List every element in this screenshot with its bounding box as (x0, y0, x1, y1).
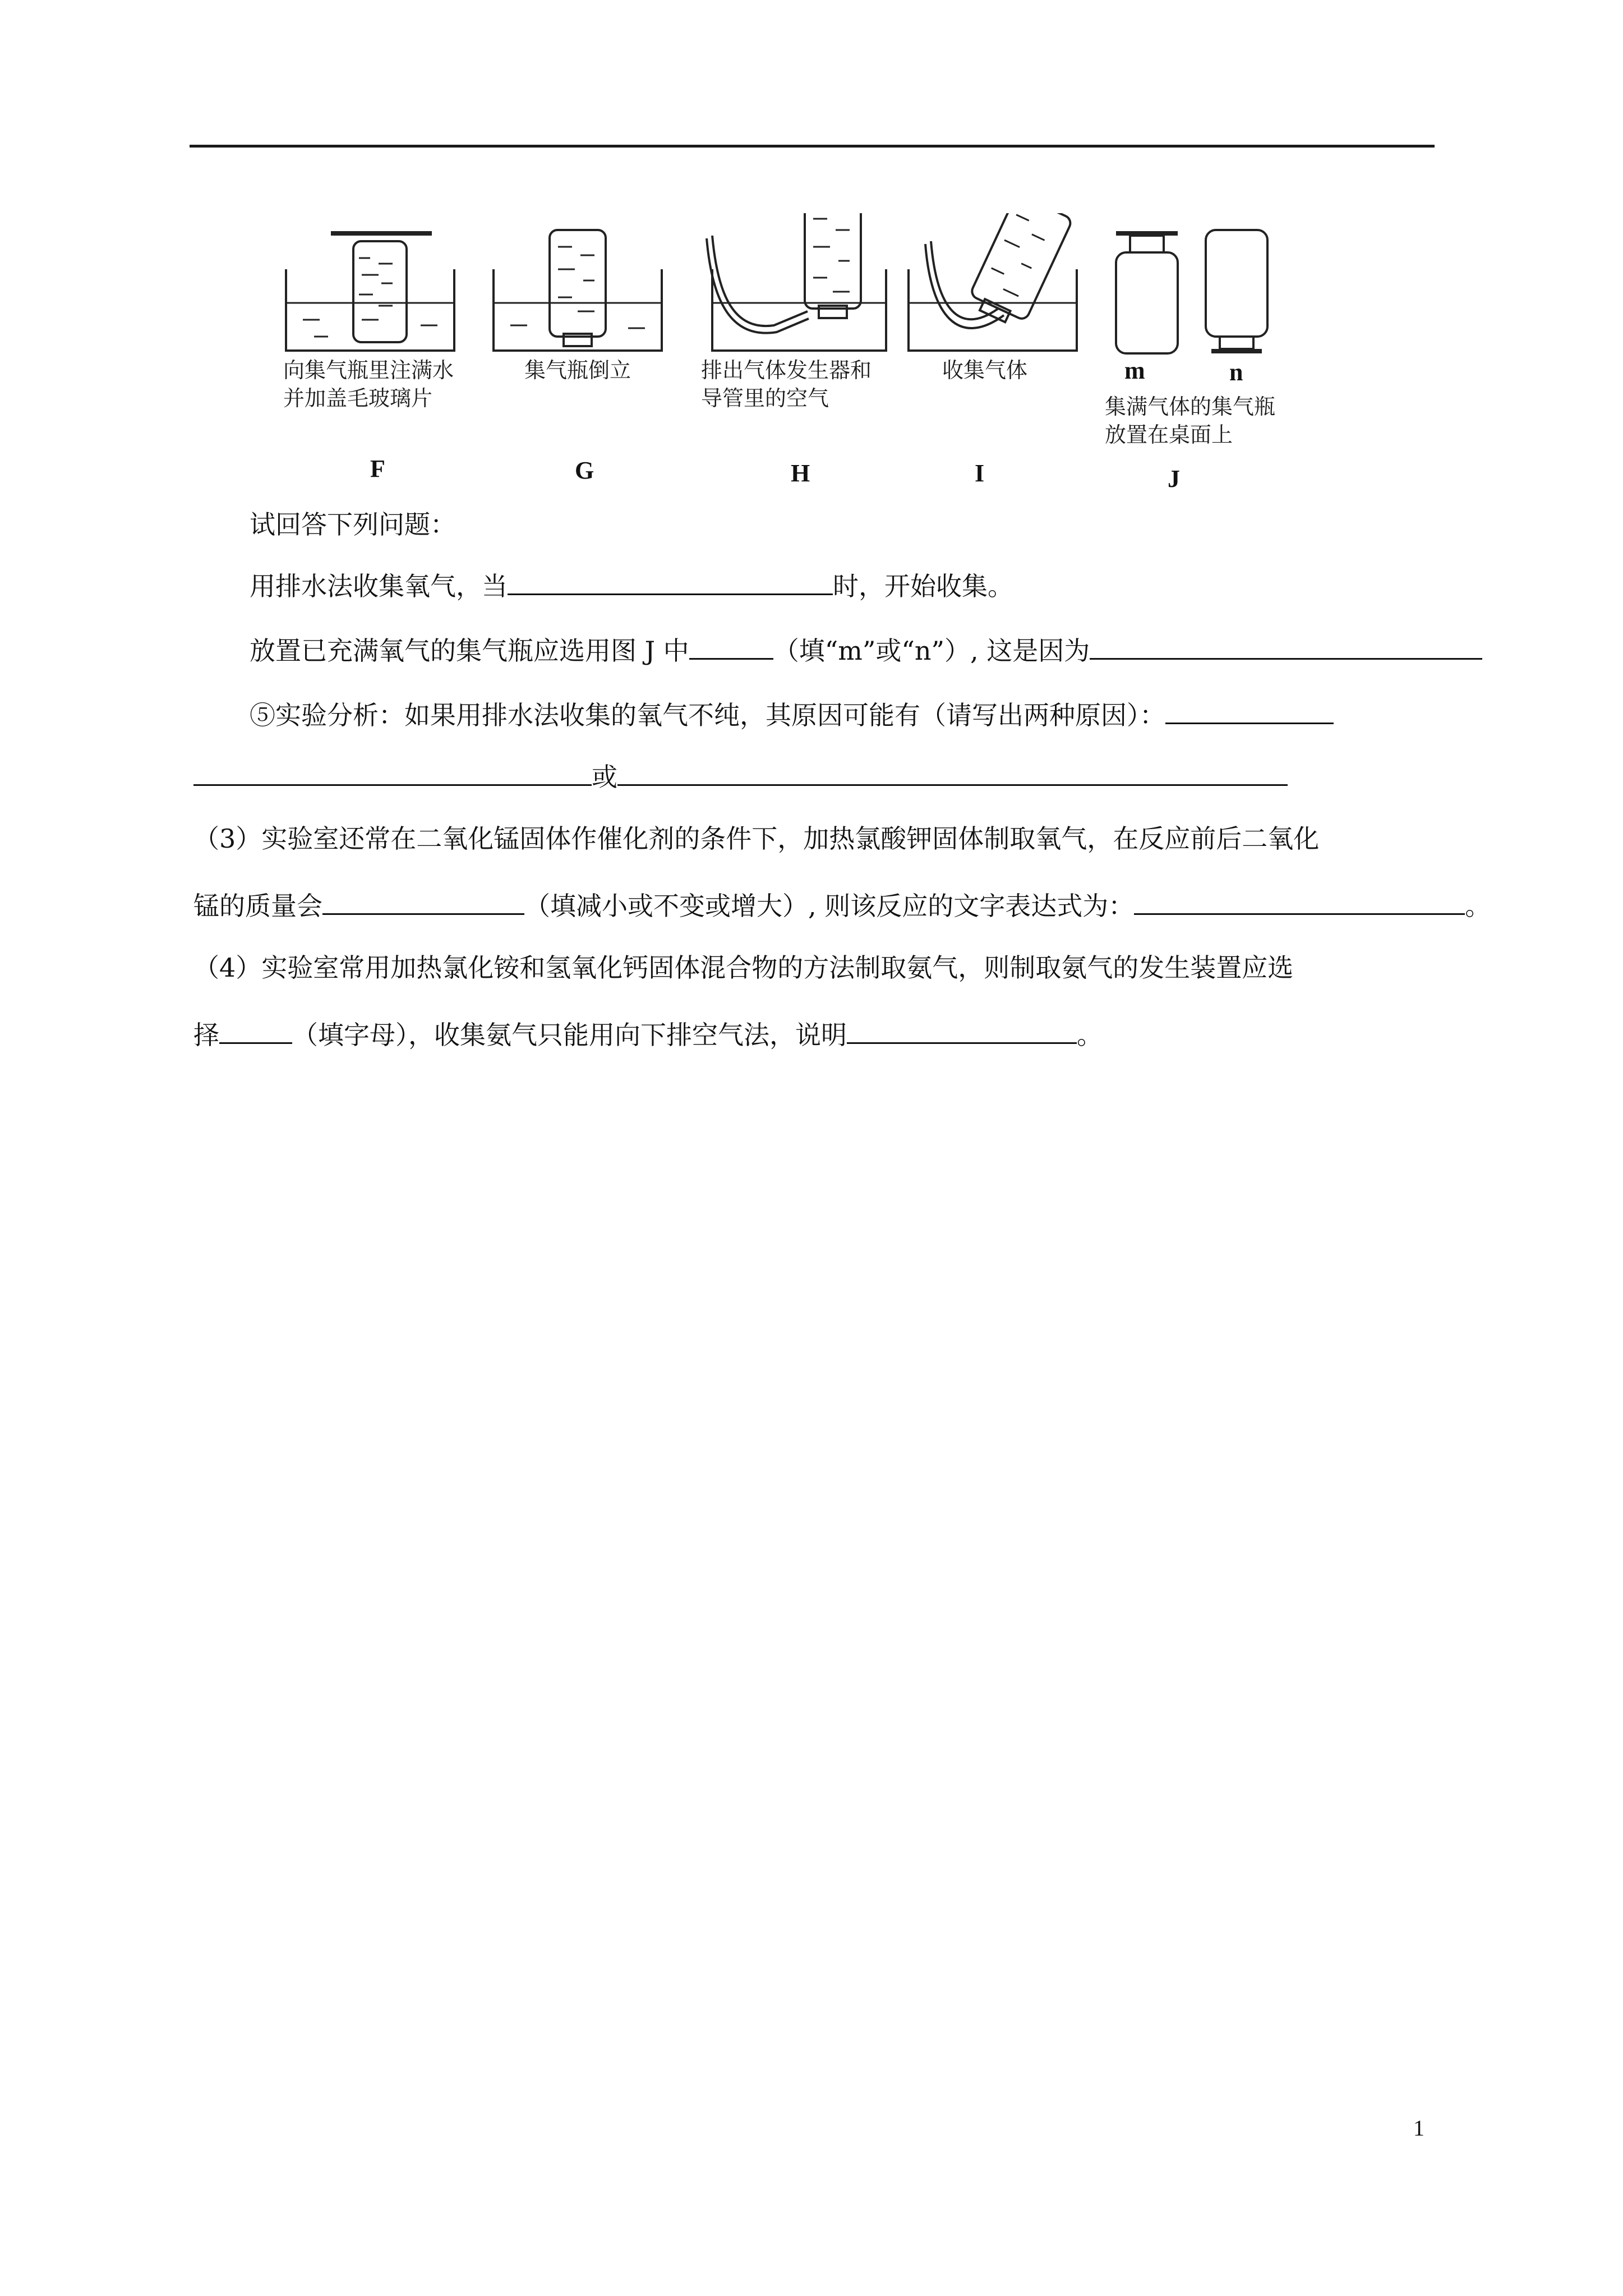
apparatus-j (1116, 230, 1267, 353)
experiment-figure (269, 213, 1380, 505)
question-4-end: 。 (1077, 1020, 1103, 1050)
question-collect (250, 567, 1013, 603)
caption-h: 排出气体发生器和 导管里的空气 (701, 358, 872, 411)
figure-letter-f: F (370, 455, 385, 482)
question-place-text-a: 放置已充满氧气的集气瓶应选用图 J 中 (250, 636, 689, 666)
question-3-end: 。 (1465, 891, 1491, 921)
answer-blank-analysis-2[interactable] (617, 757, 1288, 786)
question-4-text-a: 择 (193, 1020, 219, 1050)
question-collect-text-b: 时，开始收集。 (833, 571, 1013, 601)
answer-blank-equation[interactable] (1134, 886, 1465, 915)
figure-letter-g: G (575, 457, 594, 484)
or-text: 或 (592, 762, 617, 792)
caption-g: 集气瓶倒立 (524, 358, 631, 383)
answer-blank-reason[interactable] (1090, 631, 1482, 660)
answer-blank-analysis-1a[interactable] (1165, 696, 1334, 724)
answer-blank-explain[interactable] (847, 1015, 1077, 1044)
question-place-text-b: （填“m”或“n”）, 这是因为 (773, 636, 1090, 666)
question-3-text-b: （填减小或不变或增大）, 则该反应的文字表达式为： (524, 891, 1135, 921)
page-number: 1 (1413, 2115, 1424, 2141)
header-rule (190, 145, 1435, 148)
apparatus-g (494, 230, 662, 351)
question-4-line-1: （4）实验室常用加热氯化铵和氢氧化钙固体混合物的方法制取氨气，则制取氨气的发生装置应选 (193, 953, 1294, 983)
apparatus-f (286, 233, 454, 351)
answer-blank-mass[interactable] (322, 886, 524, 915)
caption-i: 收集气体 (942, 358, 1028, 383)
intro-line: 试回答下列问题： (250, 509, 456, 540)
apparatus-i (909, 213, 1077, 351)
answer-blank-analysis-1b[interactable] (193, 757, 592, 786)
answer-blank-apparatus[interactable] (219, 1015, 292, 1044)
bottle-label-n: n (1229, 358, 1243, 386)
question-4-line-2 (193, 1015, 1103, 1052)
question-3-line-1: （3）实验室还常在二氧化锰固体作催化剂的条件下，加热氯酸钾固体制取氧气，在反应前后二氧化 (193, 823, 1320, 854)
answer-blank-collect[interactable] (508, 567, 833, 595)
question-place (250, 631, 1482, 668)
bottle-label-m: m (1124, 357, 1145, 384)
question-analysis (250, 696, 1334, 732)
answer-blank-bottle[interactable] (689, 631, 773, 660)
figure-letter-h: H (791, 459, 810, 487)
question-collect-text-a: 用排水法收集氧气，当 (250, 571, 508, 601)
caption-j: 集满气体的集气瓶 放置在桌面上 (1105, 394, 1276, 447)
figure-letter-j: J (1168, 465, 1180, 493)
figure-letter-i: I (975, 459, 985, 487)
question-3-line-2 (193, 886, 1491, 923)
caption-f: 向集气瓶里注满水 并加盖毛玻璃片 (283, 358, 454, 411)
question-analysis-text: ⑤实验分析：如果用排水法收集的氧气不纯，其原因可能有（请写出两种原因）： (250, 700, 1165, 730)
question-analysis-cont (193, 757, 1288, 794)
question-3-text-a: 锰的质量会 (193, 891, 322, 921)
apparatus-h (707, 213, 886, 351)
question-4-text-b: （填字母），收集氨气只能用向下排空气法，说明 (292, 1020, 847, 1050)
